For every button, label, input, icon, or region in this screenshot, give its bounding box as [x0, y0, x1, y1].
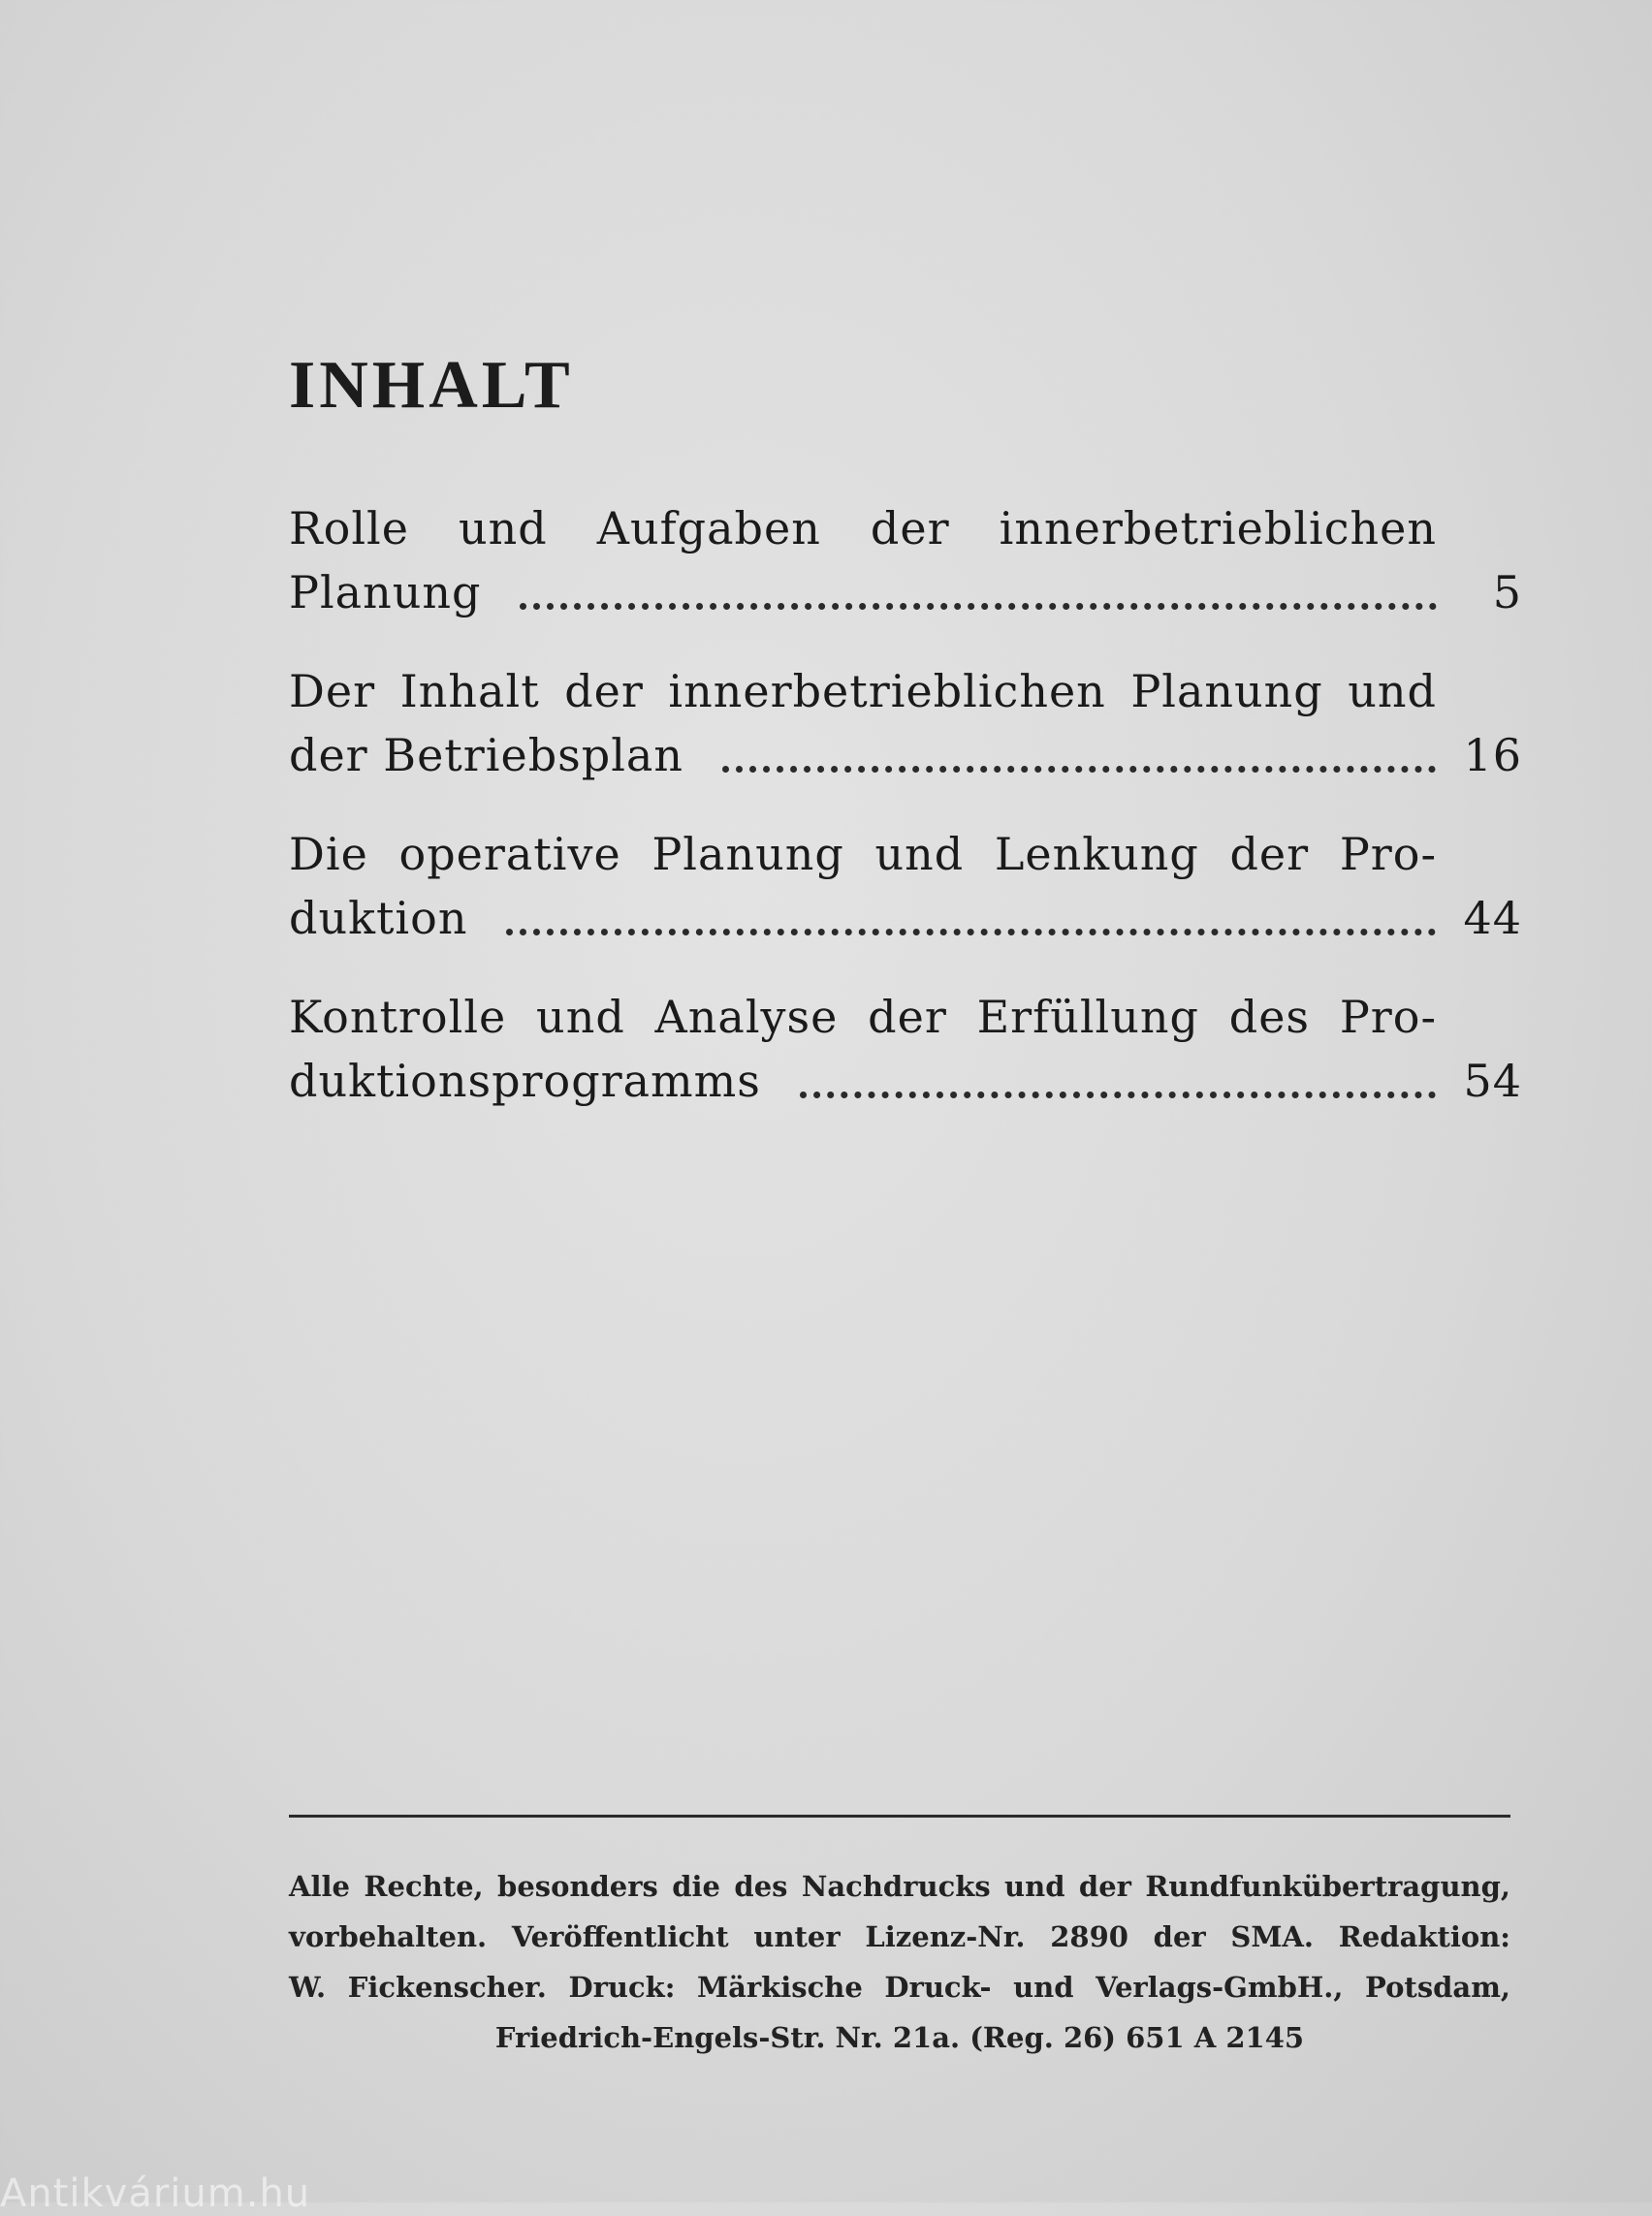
page-title: INHALT [289, 348, 574, 423]
footer-divider [289, 1815, 1510, 1818]
toc-entry [289, 822, 1522, 950]
toc-entry-title-line: Der Inhalt der innerbetrieblichen Planung und [289, 665, 1437, 717]
table-of-contents [289, 496, 1522, 1148]
toc-entry-title-line: Rolle und Aufgaben der innerbetrieblichen [289, 502, 1437, 554]
toc-entry-title-end: der Betriebsplan [289, 729, 683, 781]
toc-page-number: 5 [1492, 566, 1522, 618]
watermark: Antikvárium.hu [0, 2171, 311, 2216]
dot-leader [800, 1092, 1437, 1098]
toc-entry-last-line [289, 723, 1522, 787]
toc-entry [289, 496, 1522, 624]
toc-entry-title-line: Kontrolle und Analyse der Erfüllung des Pro- [289, 991, 1437, 1043]
toc-page-number: 54 [1463, 1055, 1522, 1107]
imprint-line: W. Fickenscher. Druck: Märkische Druck- und Verlags-GmbH., Potsdam, [289, 1971, 1510, 2004]
toc-page-number: 44 [1463, 892, 1522, 944]
imprint-line: Friedrich-Engels-Str. Nr. 21a. (Reg. 26) 651 A 2145 [494, 2021, 1305, 2054]
dot-leader [722, 766, 1436, 773]
imprint-line: vorbehalten. Veröffentlicht unter Lizenz-Nr. 2890 der SMA. Redaktion: [289, 1920, 1510, 1953]
dot-leader [506, 929, 1436, 935]
imprint-line: Alle Rechte, besonders die des Nachdrucks und der Rundfunkübertragung, [289, 1870, 1510, 1903]
toc-page-number: 16 [1463, 729, 1522, 781]
imprint-text [289, 1861, 1510, 2063]
dot-leader [520, 603, 1437, 610]
toc-entry [289, 985, 1522, 1113]
toc-entry [289, 659, 1522, 787]
toc-entry-title-line: Die operative Planung und Lenkung der Pro- [289, 828, 1437, 880]
toc-entry-last-line [289, 560, 1522, 624]
toc-entry-title-end: duktion [289, 892, 468, 944]
toc-entry-title-end: duktionsprogramms [289, 1055, 761, 1107]
toc-entry-last-line [289, 1049, 1522, 1113]
toc-entry-last-line [289, 886, 1522, 950]
toc-entry-title-end: Planung [289, 566, 482, 618]
